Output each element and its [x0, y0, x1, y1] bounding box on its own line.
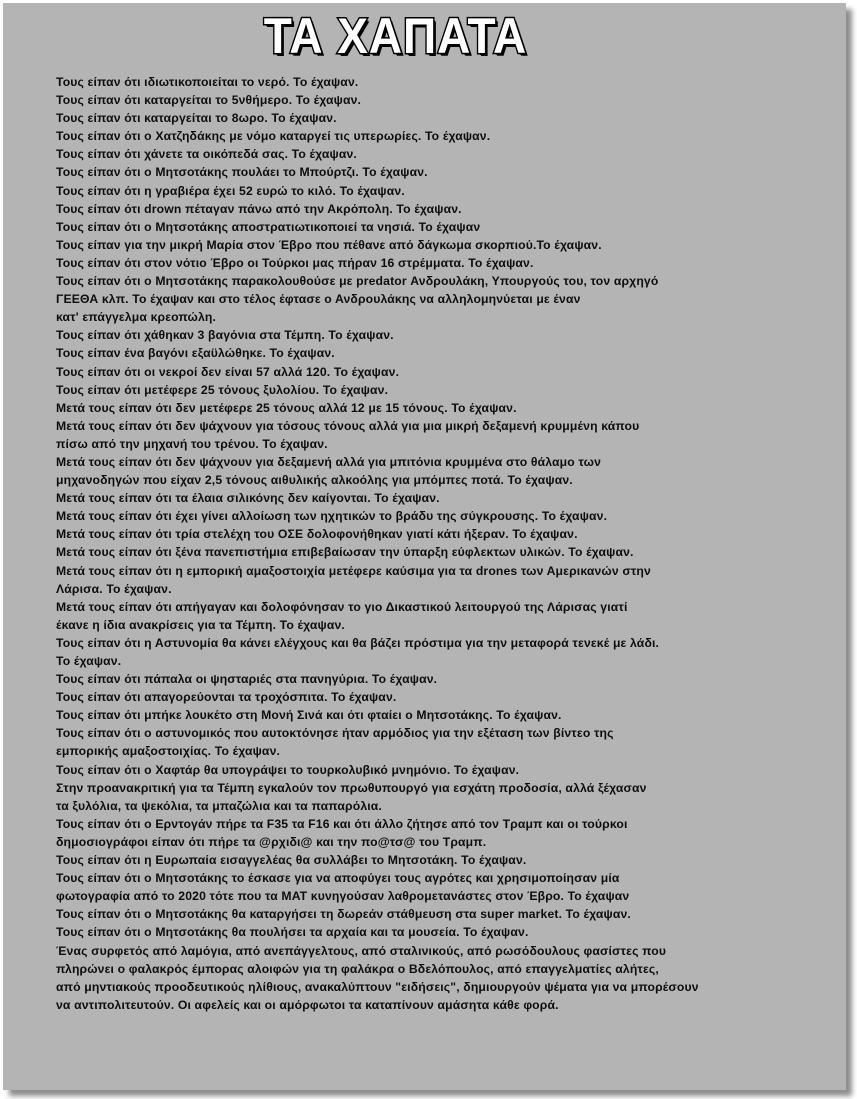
- text-line: πίσω από την μηχανή του τρένου. Το έχαψαν.: [56, 436, 328, 451]
- text-line: Τους είπαν ότι ο αστυνομικός που αυτοκτόνησε ήταν αρμόδιος για την εξέταση των βίντεο της: [56, 726, 614, 741]
- text-line: πληρώνει ο φαλακρός έμπορας αλοιφών για τη φαλάκρα ο Βδελόπουλος, από επαγγελματίες αλήτες,: [56, 961, 659, 976]
- text-line: Τους είπαν ότι η Αστυνομία θα κάνει ελέγχους και θα βάζει πρόστιμα για την μεταφορά τενεκέ με λάδι.: [56, 635, 660, 650]
- text-line: Τους είπαν για την μικρή Μαρία στον Έβρο που πέθανε από δάγκωμα σκορπιού.Το έχαψαν.: [56, 237, 602, 252]
- text-line: Στην προανακριτική για τα Τέμπη εγκαλούν τον πρωθυπουργό για εσχάτη προδοσία, αλλά ξέχασαν: [56, 780, 647, 795]
- text-line: Τους είπαν ότι καταργείται το 8ωρο. Το έχαψαν.: [56, 111, 337, 126]
- text-line: Μετά τους είπαν ότι ξένα πανεπιστήμια επιβεβαίωσαν την ύπαρξη εύφλεκτων υλικών. Το έχαψαν.: [56, 545, 634, 560]
- text-line: Τους είπαν ότι οι νεκροί δεν είναι 57 αλλά 120. Το έχαψαν.: [56, 364, 400, 379]
- text-line: Τους είπαν ότι ο Μητσοτάκης παρακολουθούσε με predator Ανδρουλάκη, Υπουργούς του, τον αρχηγό: [56, 274, 659, 289]
- text-line: Τους είπαν ότι χάθηκαν 3 βαγόνια στα Τέμπη. Το έχαψαν.: [56, 328, 394, 343]
- text-line: Ένας συρφετός από λαμόγια, από ανεπάγγελτους, από σταλινικούς, από ρωσόδουλους φασίστες που: [56, 943, 667, 958]
- text-line: Μετά τους είπαν ότι δεν ψάχνουν για τόσους τόνους αλλά για μια μικρή δεξαμενή κρυμμένη κάπου: [56, 418, 640, 433]
- text-line: Τους είπαν ότι ο Μητσοτάκης αποστρατιωτικοποιεί τα νησιά. Το έχαψαν: [56, 219, 481, 234]
- text-line: Τους είπαν ότι ο Χαφτάρ θα υπογράψει το τουρκολυβικό μνημόνιο. Το έχαψαν.: [56, 762, 520, 777]
- text-line: Μετά τους είπαν ότι η εμπορική αμαξοστοιχία μετέφερε καύσιμα για τα drones των Αμερικανών στην: [56, 563, 651, 578]
- text-line: από μηντιακούς προοδευτικούς ηλίθιους, ανακαλύπτουν "ειδήσεις", δημιουργούν ψέματα για να μπορέσουν: [56, 979, 699, 994]
- text-line: Τους είπαν ότι πάπαλα οι ψησταριές στα πανηγύρια. Το έχαψαν.: [56, 672, 438, 687]
- text-line: Τους είπαν ότι καταργείται το 5νθήμερο. Το έχαψαν.: [56, 93, 362, 108]
- text-line: Τους είπαν ότι ο Μητσοτάκης θα πουλήσει τα αρχαία και τα μουσεία. Το έχαψαν.: [56, 925, 529, 940]
- text-line: Μετά τους είπαν ότι δεν ψάχνουν για δεξαμενή αλλά για μπιτόνια κρυμμένα στο θάλαμο των: [56, 454, 602, 469]
- text-line: Τους είπαν ότι η γραβιέρα έχει 52 ευρώ το κιλό. Το έχαψαν.: [56, 183, 405, 198]
- text-line: Τους είπαν ότι χάνετε τα οικόπεδά σας. Το έχαψαν.: [56, 147, 357, 162]
- text-line: έκανε η ίδια ανακρίσεις για τα Τέμπη. Το έχαψαν.: [56, 617, 345, 632]
- text-line: κατ' επάγγελμα κρεοπώλη.: [56, 310, 217, 325]
- text-lines: [56, 73, 836, 1014]
- text-line: Τους είπαν ότι η Ευρωπαία εισαγγελέας θα συλλάβει το Μητσοτάκη. Το έχαψαν.: [56, 853, 527, 868]
- text-line: δημοσιογράφοι είπαν ότι πήρε τα @ρχιδι@ και την πο@τσ@ του Τραμπ.: [56, 834, 487, 849]
- text-line: Τους είπαν ότι ο Μητσοτάκης το έσκασε για να αποφύγει τους αγρότες και χρησιμοποίησαν μία: [56, 871, 620, 886]
- text-line: Το έχαψαν.: [56, 654, 122, 668]
- text-line: Τους είπαν ότι μετέφερε 25 τόνους ξυλολίου. Το έχαψαν.: [56, 382, 389, 397]
- text-line: Τους είπαν ότι ο Ερντογάν πήρε τα F35 τα F16 και ότι άλλο ζήτησε από τον Τραμπ και οι τούρκοι: [56, 816, 628, 831]
- text-line: Τους είπαν ότι απαγορεύονται τα τροχόσπιτα. Το έχαψαν.: [56, 690, 397, 705]
- text-line: Τους είπαν ένα βαγόνι εξαϋλώθηκε. Το έχαψαν.: [56, 346, 335, 361]
- text-line: Μετά τους είπαν ότι τα έλαια σιλικόνης δεν καίγονται. Το έχαψαν.: [56, 491, 440, 506]
- text-line: Τους είπαν ότι ο Μητσοτάκης πουλάει το Μπούρτζι. Το έχαψαν.: [56, 165, 428, 180]
- text-line: μηχανοδηγών που είχαν 2,5 τόνους αιθυλικής αλκοόλης για μπόμπες ποτά. Το έχαψαν.: [56, 473, 573, 488]
- text-line: εμπορικής αμαξοστοιχίας. Το έχαψαν.: [56, 744, 281, 759]
- text-line: φωτογραφία από το 2020 τότε που τα ΜΑΤ κυνηγούσαν λαθρομετανάστες στον Έβρο. Το έχαψαν: [56, 889, 630, 904]
- text-line: Τους είπαν ότι ο Μητσοτάκης θα καταργήσει τη δωρεάν στάθμευση στα super market. Το έχαψαν.: [56, 907, 631, 922]
- text-line: ΓΕΕΘΑ κλπ. Το έχαψαν και στο τέλος έφτασε ο Ανδρουλάκης να αλληλομηνύεται με έναν: [56, 292, 581, 307]
- page-title: ΤΑ ΧΑΠΑΤΑ: [263, 8, 528, 64]
- text-line: Τους είπαν ότι ο Χατζηδάκης με νόμο καταργεί τις υπερωρίες. Το έχαψαν.: [56, 129, 491, 144]
- text-line: να αντιπολιτευτούν. Οι αφελείς και οι αμόρφωτοι τα καταπίνουν αμάσητα κάθε φορά.: [56, 997, 559, 1012]
- text-line: Τους είπαν ότι ιδιωτικοποιείται το νερό. Το έχαψαν.: [56, 75, 359, 89]
- text-line: Τους είπαν ότι μπήκε λουκέτο στη Μονή Σινά και ότι φταίει ο Μητσοτάκης. Το έχαψαν.: [56, 708, 562, 723]
- text-line: Μετά τους είπαν ότι τρία στελέχη του ΟΣΕ δολοφονήθηκαν γιατί κάτι ήξεραν. Το έχαψαν.: [56, 527, 578, 542]
- text-line: Τους είπαν ότι στον νότιο Έβρο οι Τούρκοι μας πήραν 16 στρέμματα. Το έχαψαν.: [56, 255, 534, 270]
- text-line: Μετά τους είπαν ότι έχει γίνει αλλοίωση των ηχητικών το βράδυ της σύγκρουσης. Το έχαψαν.: [56, 509, 608, 524]
- text-line: Τους είπαν ότι drown πέταγαν πάνω από την Ακρόπολη. Το έχαψαν.: [56, 201, 462, 216]
- text-line: Μετά τους είπαν ότι απήγαγαν και δολοφόνησαν το γιο Δικαστικού λειτουργού της Λάρισας γιατί: [56, 599, 628, 614]
- text-line: Μετά τους είπαν ότι δεν μετέφερε 25 τόνους αλλά 12 με 15 τόνους. Το έχαψαν.: [56, 400, 517, 415]
- text-line: Λάρισα. Το έχαψαν.: [56, 581, 172, 596]
- text-line: τα ξυλόλια, τα ψεκόλια, τα μπαζώλια και τα παπαρόλια.: [56, 798, 382, 813]
- text-panel: [3, 3, 846, 1090]
